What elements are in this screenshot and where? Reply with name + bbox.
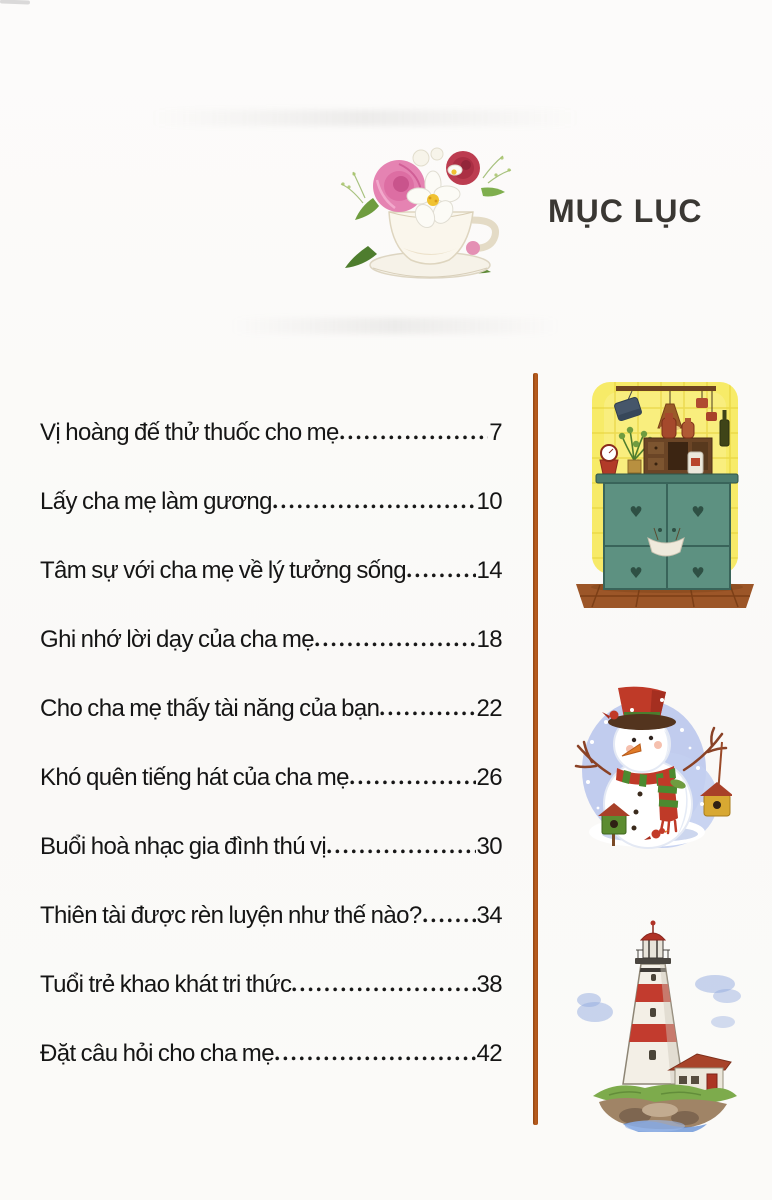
toc-entry-page: 18 [476, 626, 502, 653]
dot-leader [327, 849, 475, 854]
toc-entry-page: 22 [476, 695, 502, 722]
toc-entry [40, 419, 502, 447]
toc-entry [40, 557, 502, 585]
toc-entry-page: 34 [476, 902, 502, 929]
bleed-through-ghost [150, 110, 580, 126]
vertical-divider-line [533, 373, 538, 1125]
toc-entry-title: Tuổi trẻ khao khát tri thức [40, 971, 292, 998]
svg-text:♥: ♥ [629, 564, 643, 582]
svg-text:♥: ♥ [691, 503, 705, 521]
toc-entry-page: 30 [476, 833, 502, 860]
teacup-flowers-illustration [333, 128, 523, 283]
toc-entry-title: Thiên tài được rèn luyện như thế nào? [40, 902, 422, 929]
toc-entry-page: 38 [476, 971, 502, 998]
toc-entry-page: 14 [476, 557, 502, 584]
toc-entry [40, 971, 502, 999]
dot-leader [340, 435, 488, 440]
dot-leader [380, 711, 475, 716]
toc-entry [40, 833, 502, 861]
toc-entry [40, 764, 502, 792]
toc-entry-title: Buổi hoà nhạc gia đình thú vị [40, 833, 327, 860]
dot-leader [407, 573, 475, 578]
toc-entry [40, 902, 502, 930]
scan-corner-mark [0, 0, 30, 5]
toc-entry-title: Đặt câu hỏi cho cha mẹ [40, 1040, 274, 1067]
toc-entry [40, 695, 502, 723]
page-title: MỤC LỤC [548, 193, 703, 229]
dot-leader [275, 1056, 476, 1061]
toc-entry-title: Cho cha mẹ thấy tài năng của bạn [40, 695, 380, 722]
dot-leader [292, 987, 475, 992]
toc-entry-title: Khó quên tiếng hát của cha mẹ [40, 764, 349, 791]
toc-entry-title: Ghi nhớ lời dạy của cha mẹ [40, 626, 315, 653]
toc-entry [40, 488, 502, 516]
toc-entry-page: 26 [476, 764, 502, 791]
table-of-contents [40, 419, 502, 1109]
dot-leader [423, 918, 476, 923]
dot-leader [315, 642, 475, 647]
toc-entry-page: 42 [476, 1040, 502, 1067]
svg-text:♥: ♥ [629, 503, 643, 521]
toc-entry-title: Tâm sự với cha mẹ về lý tưởng sống [40, 557, 407, 584]
snowman-illustration [572, 682, 732, 852]
toc-entry [40, 626, 502, 654]
toc-entry-title: Vị hoàng đế thử thuốc cho mẹ [40, 419, 339, 446]
cupboard-illustration [570, 378, 760, 610]
bleed-through-ghost [230, 318, 560, 334]
svg-text:♥: ♥ [691, 564, 705, 582]
dot-leader [273, 504, 476, 509]
dot-leader [350, 780, 476, 785]
toc-entry-page: 10 [476, 488, 502, 515]
toc-entry-page: 7 [489, 419, 502, 446]
lighthouse-illustration [565, 912, 765, 1132]
toc-entry [40, 1040, 502, 1068]
toc-entry-title: Lấy cha mẹ làm gương [40, 488, 272, 515]
